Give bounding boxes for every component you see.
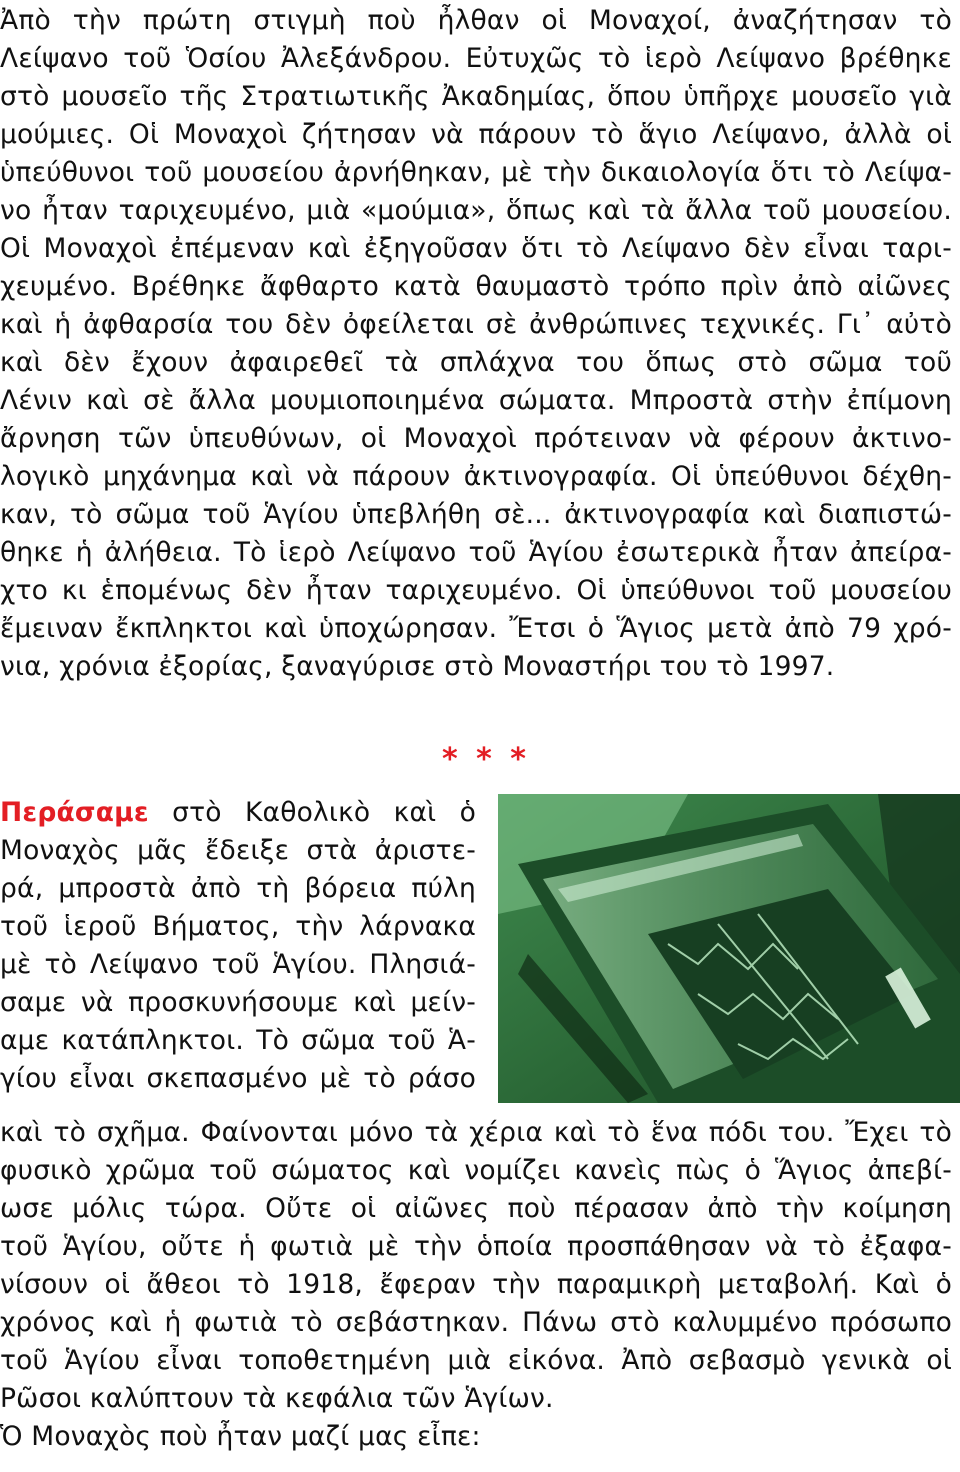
text-line: θηκε ἡ ἀλήθεια. Τὸ ἱερὸ Λείψανο τοῦ Ἁγίου ἐσωτερικὰ ἦταν ἀπείρα- [0,537,952,568]
text-line: Λένιν καὶ σὲ ἄλλα μουμιοποιημένα σώματα. Μπροστὰ στὴν ἐπίμονη [0,385,952,416]
text-line: Οἱ Μοναχοὶ ἐπέμεναν καὶ ἐξηγοῦσαν ὅτι τὸ Λείψανο δὲν εἶναι ταρι- [0,233,952,264]
text-line: φυσικὸ χρῶμα τοῦ σώματος καὶ νομίζει κανεὶς πὼς ὁ Ἅγιος ἀπεβί- [0,1155,952,1186]
text-line: νο ἦταν ταριχευμένο, μιὰ «μούμια», ὅπως καὶ τὰ ἄλλα τοῦ μουσείου. [0,195,952,226]
reliquary-photo [498,794,960,1103]
text-line: τοῦ ἱεροῦ Βήματος, τὴν λάρνακα [0,911,476,942]
text-line: αμε κατάπληκτοι. Τὸ σῶμα τοῦ Ἁ- [0,1025,476,1056]
text-line: ὑπεύθυνοι τοῦ μουσείου ἀρνήθηκαν, μὲ τὴν δικαιολογία ὅτι τὸ Λείψα- [0,157,952,188]
text-line: τοῦ Ἁγίου εἶναι τοποθετημένη μιὰ εἰκόνα. Ἀπὸ σεβασμὸ γενικὰ οἱ [0,1345,952,1376]
text-line: ἔμειναν ἔκπληκτοι καὶ ὑποχώρησαν. Ἔτσι ὁ Ἅγιος μετὰ ἀπὸ 79 χρό- [0,613,952,644]
text-line: χτο κι ἑπομένως δὲν ἦταν ταριχευμένο. Οἱ ὑπεύθυνοι τοῦ μουσείου [0,575,952,606]
text-line: καὶ δὲν ἔχουν ἀφαιρεθεῖ τὰ σπλάχνα του ὅπως στὸ σῶμα τοῦ [0,347,952,378]
text-line: Λείψανο τοῦ Ὁσίου Ἀλεξάνδρου. Εὐτυχῶς τὸ ἱερὸ Λείψανο βρέθηκε [0,43,952,74]
section-separator: * * * [442,742,530,777]
text-line: χρόνος καὶ ἡ φωτιὰ τὸ σεβάστηκαν. Πάνω στὸ καλυμμένο πρόσωπο [0,1307,952,1338]
text-line: σαμε νὰ προσκυνήσουμε καὶ μείν- [0,987,476,1018]
text-line: Μοναχὸς μᾶς ἔδειξε στὰ ἀριστε- [0,835,476,866]
text-line: ρά, μπροστὰ ἀπὸ τὴ βόρεια πύλη [0,873,476,904]
text-line: νια, χρόνια ἐξορίας, ξαναγύρισε στὸ Μοναστήρι του τὸ 1997. [0,651,835,682]
text-line: στὸ μουσεῖο τῆς Στρατιωτικῆς Ἀκαδημίας, ὅπου ὑπῆρχε μουσεῖο γιὰ [0,81,952,112]
text-line: μούμιες. Οἱ Μοναχοὶ ζήτησαν νὰ πάρουν τὸ ἅγιο Λείψανο, ἀλλὰ οἱ [0,119,952,150]
text-line: Ὁ Μοναχὸς ποὺ ἦταν μαζί μας εἶπε: [0,1421,481,1452]
lead-line-rest: στὸ Καθολικὸ καὶ ὁ [148,797,476,828]
text-line: γίου εἶναι σκεπασμένο μὲ τὸ ράσο [0,1063,476,1094]
text-line: ωσε μόλις τώρα. Οὔτε οἱ αἰῶνες ποὺ πέρασαν ἀπὸ τὴν κοίμηση [0,1193,952,1224]
text-line [0,794,476,832]
text-line: καὶ ἡ ἀφθαρσία του δὲν ὀφείλεται σὲ ἀνθρώπινες τεχνικές. Γι᾽ αὐτὸ [0,309,952,340]
text-line: καὶ τὸ σχῆμα. Φαίνονται μόνο τὰ χέρια καὶ τὸ ἕνα πόδι του. Ἔχει τὸ [0,1117,952,1148]
text-line: χευμένο. Βρέθηκε ἄφθαρτο κατὰ θαυμαστὸ τρόπο πρὶν ἀπὸ αἰῶνες [0,271,952,302]
text-line: καν, τὸ σῶμα τοῦ Ἁγίου ὑπεβλήθη σὲ... ἀκτινογραφία καὶ διαπιστώ- [0,499,952,530]
text-line: Ρῶσοι καλύπτουν τὰ κεφάλια τῶν Ἁγίων. [0,1383,554,1414]
text-line: ἄρνηση τῶν ὑπευθύνων, οἱ Μοναχοὶ πρότειναν νὰ φέρουν ἀκτινο- [0,423,952,454]
text-line: Ἀπὸ τὴν πρώτη στιγμὴ ποὺ ἦλθαν οἱ Μοναχοί, ἀναζήτησαν τὸ [0,5,952,36]
text-line: μὲ τὸ Λείψανο τοῦ Ἁγίου. Πλησιά- [0,949,476,980]
text-line: λογικὸ μηχάνημα καὶ νὰ πάρουν ἀκτινογραφία. Οἱ ὑπεύθυνοι δέχθη- [0,461,952,492]
lead-word: Περάσαμε [0,797,149,828]
text-line: τοῦ Ἁγίου, οὔτε ἡ φωτιὰ μὲ τὴν ὁποία προσπάθησαν νὰ τὸ ἐξαφα- [0,1231,952,1262]
text-line: νίσουν οἱ ἄθεοι τὸ 1918, ἔφεραν τὴν παραμικρὴ μεταβολή. Καὶ ὁ [0,1269,952,1300]
